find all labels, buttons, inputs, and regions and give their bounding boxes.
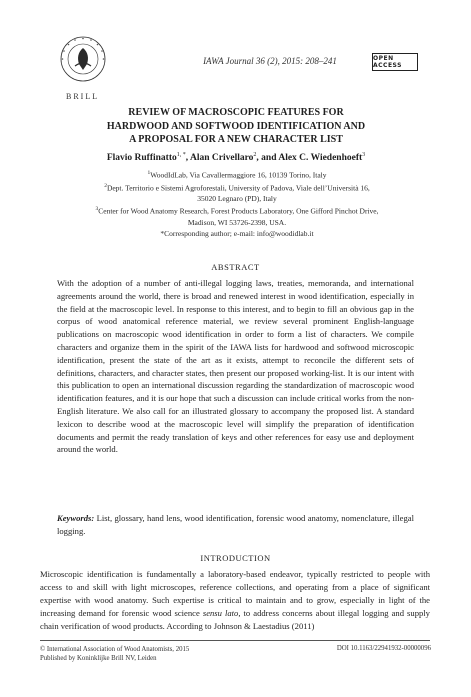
author-separator: , and — [256, 153, 279, 164]
title-line: A PROPOSAL FOR A NEW CHARACTER LIST — [129, 134, 343, 145]
article-title — [90, 106, 382, 147]
open-access-badge[interactable]: OPEN ACCESS — [372, 53, 418, 71]
publisher-name: BRILL — [66, 92, 100, 101]
publisher-logo — [58, 34, 108, 84]
author-list — [60, 152, 412, 163]
introduction-text: Microscopic identification is fundamentally a laboratory-based endeavor, typically restricted to people with access to and skill with light microscopes, reference collections, and operating from a place of significant expertise with wood anatomy. Such expertise is critical to maintain and to grow, especially in light of the increasing demand for forensic wood science sensu lato, to address concerns about illegal logging and supply chain verification of wood products. According to Johnson & Laestadius (2011) — [40, 569, 430, 631]
keywords — [57, 512, 414, 538]
affiliation-continuation: Madison, WI 53726-2398, USA. — [187, 217, 287, 227]
author-separator: , — [185, 153, 190, 164]
footer-copyright: © International Association of Wood Anatomists, 2015 Published by Koninklijke Brill NV, Leiden — [40, 646, 190, 662]
keywords-text: List, glossary, hand lens, wood identification, forensic wood anatomy, nomenclature, illegal logging. — [57, 513, 414, 536]
title-line: HARDWOOD AND SOFTWOOD IDENTIFICATION AND — [106, 120, 366, 132]
author-affiliation-marker: 2 — [253, 152, 257, 158]
footer-doi[interactable]: DOI 10.1163/22941932-00000096 — [336, 645, 431, 652]
title-line: REVIEW OF MACROSCOPIC FEATURES FOR — [128, 107, 344, 118]
keywords-label: Keywords: — [57, 513, 95, 523]
author-name: Alan Crivellaro — [190, 153, 254, 164]
abstract-text: With the adoption of a number of anti-illegal logging laws, treaties, memoranda, and international agreements around the world, there is broad and renewed interest in wood identification, especially in the field at the macroscopic level. In response to this interest, and to begin to fill an obvious gap in the corpus of wood anatomical reference material, we review several prominent English-language publications on macroscopic wood identification in order to form a list of characters. We compile characters and organize them in the spirit of the IAWA lists for hardwood and softwood microscopic identification, present the state of the art as it exists, attempt to reconcile the different sets of definitions, characters, and character states, then present our proposed working-list. It is our intent with this publication to open an international discussion regarding the standardization of macroscopic wood identification features, and it is our hope that such a discussion can include critical works from the non-English literature. We also call for an illustrated glossary to accompany the proposed list. A standard lexicon to describe wood at the macroscopic level will simplify the preparation of identification documents and permit the ready translation of keys and other references for easy use and deployment around the world. — [57, 278, 414, 455]
corresponding-author[interactable]: *Corresponding author; e-mail: info@woodidlab.it — [160, 228, 314, 238]
affiliation: $^3$Center for Wood Anatomy Research, Forest Products Laboratory, One Gifford Pinchot Drive, — [95, 206, 379, 216]
affiliation: $^1$WoodIdLab, Via Cavallermaggiore 16, 10139 Torino, Italy — [147, 170, 327, 180]
abstract-heading: ABSTRACT — [211, 262, 260, 272]
affiliation: $^2$Dept. Territorio e Sistemi Agroforestali, University of Padova, Viale dell’Università 16, — [104, 182, 370, 192]
affiliations — [52, 168, 422, 239]
journal-citation: IAWA Journal 36 (2), 2015: 208–241 — [203, 56, 337, 66]
brill-seal-icon — [58, 34, 108, 84]
author-affiliation-marker: 1, * — [176, 152, 186, 158]
latin-term: sensu lato — [202, 607, 239, 618]
author-name: Alex C. Wiedenhoeft — [278, 153, 363, 164]
footer-divider — [40, 640, 430, 641]
author-name: Flavio Ruffinatto — [106, 153, 177, 164]
author-affiliation-marker: 3 — [362, 152, 366, 158]
affiliation-continuation: 35020 Legnaro (PD), Italy — [197, 194, 277, 203]
introduction-heading: INTRODUCTION — [200, 553, 271, 563]
